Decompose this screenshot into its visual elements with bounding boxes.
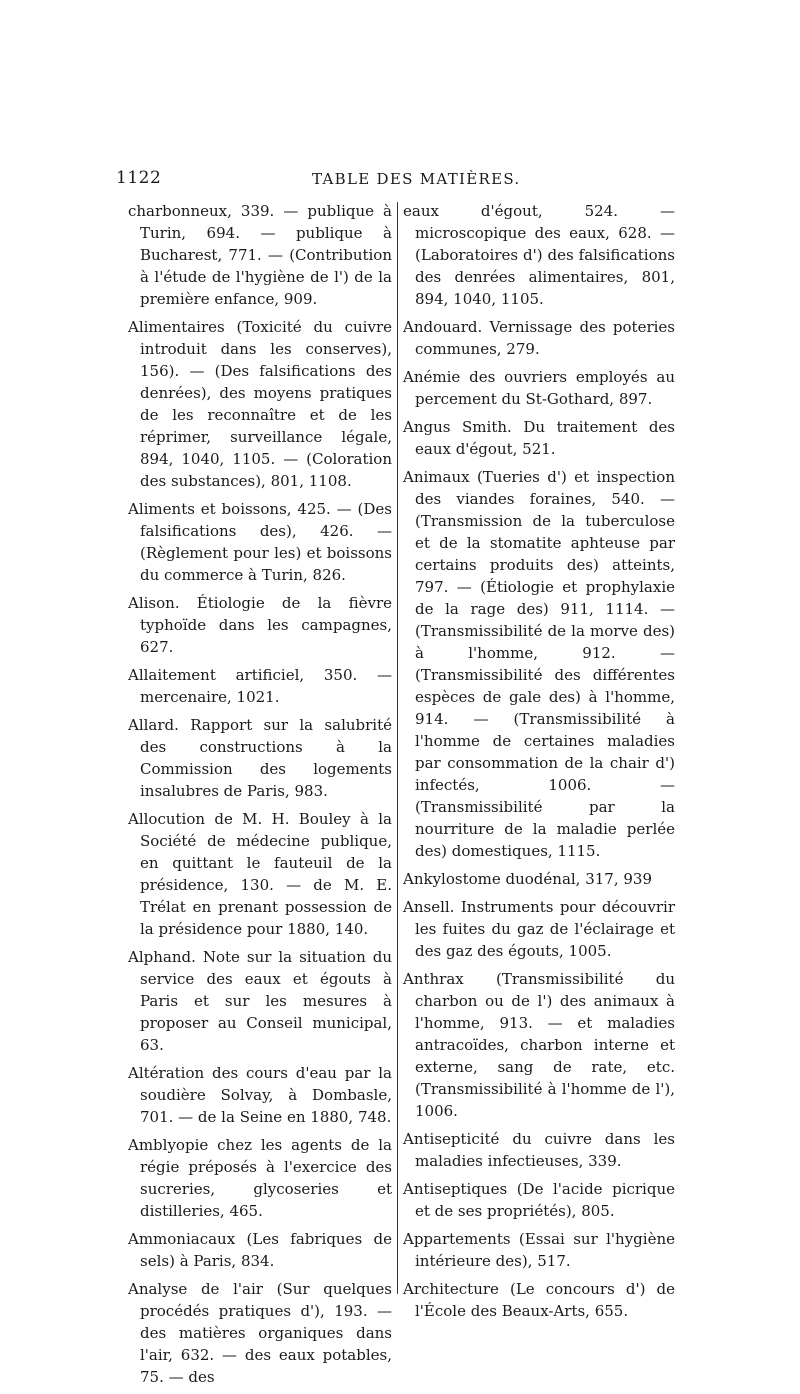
index-entry: eaux d'égout, 524. — microscopique des eaux, 628. — (Laboratoires d') des falsifications des denrées alimentaires, 801, 894, 1040, 1105.: [403, 202, 675, 308]
index-entry: Allocution de M. H. Bouley à la Société de médecine publique, en quittant le fauteuil de la présidence, 130. — de M. E. Trélat en prenant possession de la présidence pour 1880, 140.: [128, 810, 392, 938]
index-entry: Altération des cours d'eau par la soudière Solvay, à Dombasle, 701. — de la Seine en 1880, 748.: [128, 1064, 392, 1126]
index-entry: Aliments et boissons, 425. — (Des falsifications des), 426. — (Règlement pour les) et boissons du commerce à Turin, 826.: [128, 500, 392, 584]
running-title: TABLE DES MATIÈRES.: [312, 170, 521, 188]
index-column-left: [128, 200, 392, 1394]
index-entry: Antisepticité du cuivre dans les maladies infectieuses, 339.: [403, 1130, 675, 1170]
page-number: 1122: [116, 168, 162, 188]
column-divider: [397, 202, 398, 1294]
index-entry: Animaux (Tueries d') et inspection des viandes foraines, 540. — (Transmission de la tuberculose et de la stomatite aphteuse par certains produits des) atteints, 797. — (Étiologie et prophylaxie de la rage des) 911, 1114. — (Transmissibilité de la morve des) à l'homme, 912. — (Transmissibilité des différentes espèces de gale des) à l'homme, 914. — (Transmissibilité à l'homme de certaines maladies par consommation de la chair d') infectés, 1006. — (Transmissibilité par la nourriture de la maladie perlée des) domestiques, 1115.: [403, 468, 675, 860]
index-entry: Ansell. Instruments pour découvrir les fuites du gaz de l'éclairage et des gaz des égouts, 1005.: [403, 898, 675, 960]
index-entry: Alimentaires (Toxicité du cuivre introduit dans les conserves), 156). — (Des falsifications des denrées), des moyens pratiques de les reconnaître et de les réprimer, surveillance légale, 894, 1040, 1105. — (Coloration des substances), 801, 1108.: [128, 318, 392, 490]
index-entry: Andouard. Vernissage des poteries communes, 279.: [403, 318, 675, 358]
index-entry: Angus Smith. Du traitement des eaux d'égout, 521.: [403, 418, 675, 458]
index-entry: Ankylostome duodénal, 317, 939: [403, 870, 653, 888]
index-entry: Anémie des ouvriers employés au percement du St-Gothard, 897.: [403, 368, 675, 408]
index-entry: Alphand. Note sur la situation du service des eaux et égouts à Paris et sur les mesures à proposer au Conseil municipal, 63.: [128, 948, 392, 1054]
index-entry: Anthrax (Transmissibilité du charbon ou de l') des animaux à l'homme, 913. — et maladies antracoïdes, charbon interne et externe, sang de rate, etc. (Transmissibilité à l'homme de l'), 1006.: [403, 970, 675, 1120]
index-entry: Architecture (Le concours d') de l'École des Beaux-Arts, 655.: [403, 1280, 675, 1320]
index-entry: Analyse de l'air (Sur quelques procédés pratiques d'), 193. — des matières organiques dans l'air, 632. — des eaux potables, 75. — des: [128, 1280, 392, 1386]
index-column-right: [403, 200, 675, 1328]
index-entry: Ammoniacaux (Les fabriques de sels) à Paris, 834.: [128, 1230, 392, 1270]
index-entry: Allaitement artificiel, 350. — mercenaire, 1021.: [128, 666, 392, 706]
index-entry: Antiseptiques (De l'acide picrique et de ses propriétés), 805.: [403, 1180, 675, 1220]
index-entry: Allard. Rapport sur la salubrité des constructions à la Commission des logements insalubres de Paris, 983.: [128, 716, 392, 800]
index-entry: charbonneux, 339. — publique à Turin, 694. — publique à Bucharest, 771. — (Contribution à l'étude de l'hygiène de l') de la première enfance, 909.: [128, 202, 392, 308]
index-entry: Amblyopie chez les agents de la régie préposés à l'exercice des sucreries, glycoseries et distilleries, 465.: [128, 1136, 392, 1220]
index-entry: Appartements (Essai sur l'hygiène intérieure des), 517.: [403, 1230, 675, 1270]
page-header: [0, 168, 800, 194]
index-entry: Alison. Étiologie de la fièvre typhoïde dans les campagnes, 627.: [128, 594, 392, 656]
